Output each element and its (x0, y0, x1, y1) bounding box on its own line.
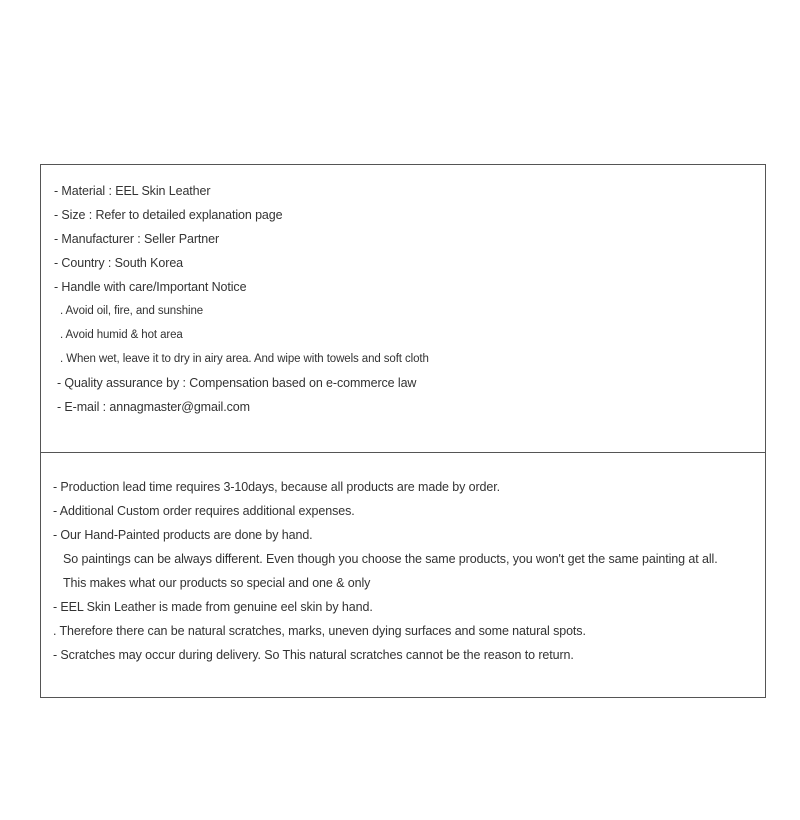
section-divider (41, 452, 765, 453)
product-spec-section (54, 179, 754, 419)
notice-custom-order: - Additional Custom order requires additional expenses. (53, 504, 355, 518)
spec-material: - Material : EEL Skin Leather (54, 184, 211, 198)
spec-country: - Country : South Korea (54, 256, 184, 270)
product-info-box (40, 164, 766, 698)
notice-lead-time: - Production lead time requires 3-10days, because all products are made by order. (53, 480, 501, 494)
notice-delivery-scratches: - Scratches may occur during delivery. So This natural scratches cannot be the reason to return. (53, 648, 574, 662)
spec-handle-with-care: - Handle with care/Important Notice (54, 280, 247, 294)
notice-hand-painted: - Our Hand-Painted products are done by hand. (53, 528, 313, 542)
notice-one-and-only: This makes what our products so special and one & only (63, 576, 371, 590)
notice-section (53, 475, 763, 667)
spec-quality-assurance: - Quality assurance by : Compensation based on e-commerce law (57, 376, 417, 390)
spec-manufacturer: - Manufacturer : Seller Partner (54, 232, 220, 246)
care-avoid-humid: . Avoid humid & hot area (60, 329, 183, 341)
care-when-wet: . When wet, leave it to dry in airy area. And wipe with towels and soft cloth (60, 353, 429, 365)
notice-paintings-different: So paintings can be always different. Even though you choose the same products, you won't get the same painting at all. (63, 552, 718, 566)
notice-natural-scratches: . Therefore there can be natural scratches, marks, uneven dying surfaces and some natural spots. (53, 624, 586, 638)
spec-size: - Size : Refer to detailed explanation page (54, 208, 283, 222)
care-avoid-oil: . Avoid oil, fire, and sunshine (60, 305, 204, 317)
notice-eel-skin: - EEL Skin Leather is made from genuine eel skin by hand. (53, 600, 373, 614)
spec-email: - E-mail : annagmaster@gmail.com (57, 400, 250, 414)
